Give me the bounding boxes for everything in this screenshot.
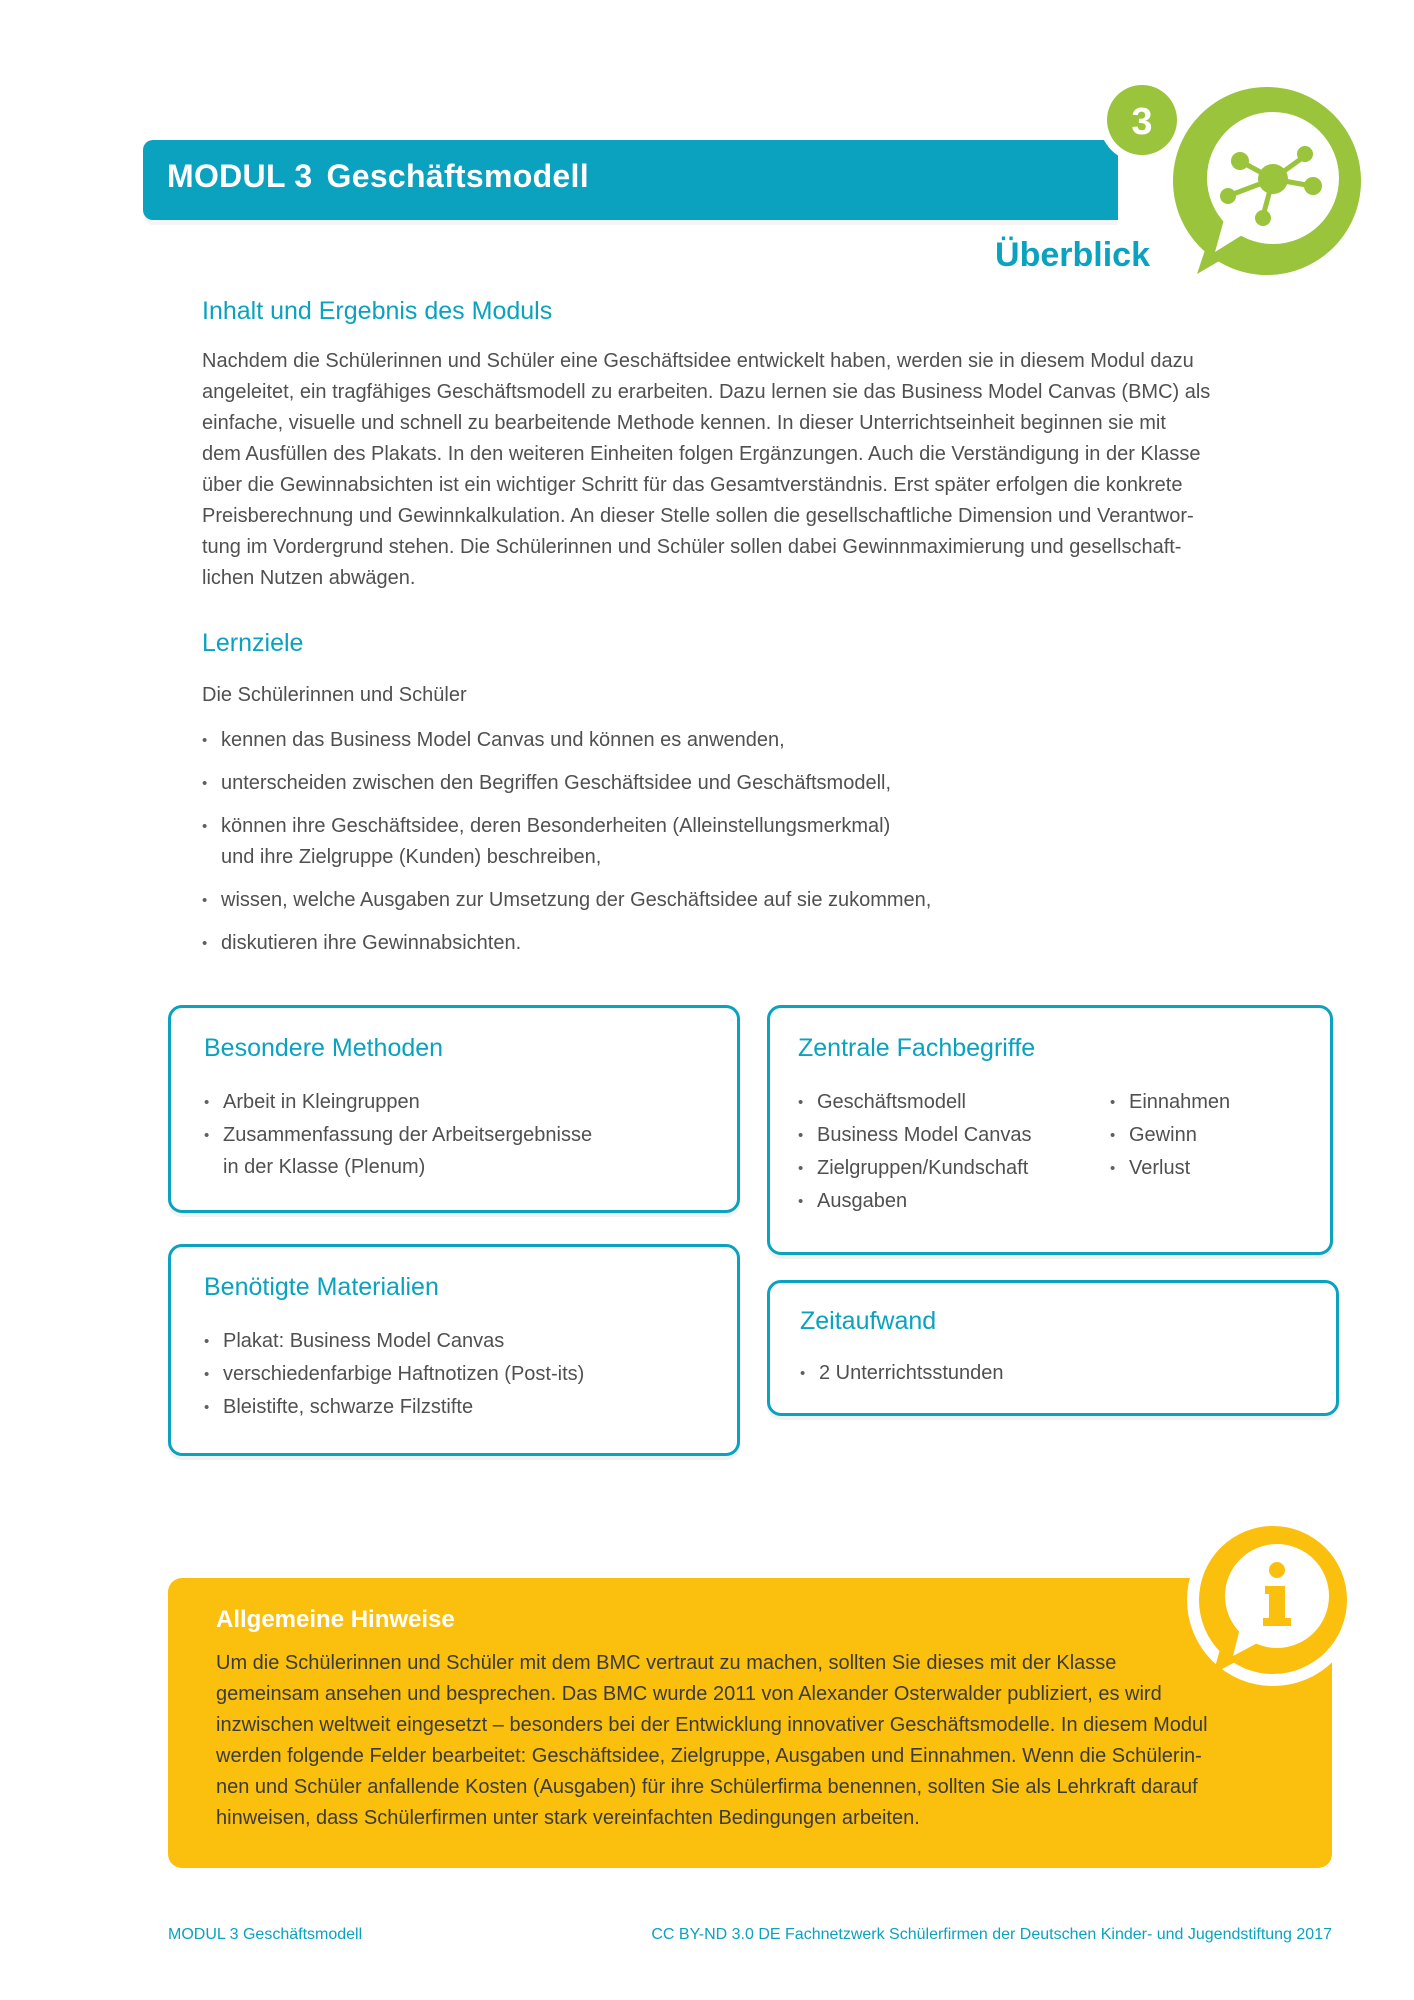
time-heading: Zeitaufwand xyxy=(800,1307,937,1335)
paragraph-line: lichen Nutzen abwägen. xyxy=(202,567,416,589)
methods-heading: Besondere Methoden xyxy=(204,1034,444,1062)
time-box xyxy=(767,1280,1339,1416)
info-icon-wrap xyxy=(1185,1512,1361,1688)
terms-heading: Zentrale Fachbegriffe xyxy=(798,1034,1036,1062)
time-list xyxy=(800,1357,1004,1390)
info-line: gemeinsam ansehen und besprechen. Das BMC wurde 2011 von Alexander Osterwalder publiziert, es wird xyxy=(216,1683,1162,1705)
list-item: • diskutieren ihre Gewinnabsichten. xyxy=(202,928,931,959)
info-line: Um die Schülerinnen und Schüler mit dem BMC vertraut zu machen, sollten Sie dieses mit der Klasse xyxy=(216,1652,1117,1674)
terms-box xyxy=(767,1005,1333,1255)
list-item: • Einnahmen xyxy=(1110,1086,1230,1119)
goals-list xyxy=(202,725,931,971)
methods-box xyxy=(168,1005,740,1213)
list-item-text: können ihre Geschäftsidee, deren Besonderheiten (Alleinstellungsmerkmal) xyxy=(221,815,891,837)
info-heading: Allgemeine Hinweise xyxy=(216,1606,455,1633)
paragraph-line: Nachdem die Schülerinnen und Schüler eine Geschäftsidee entwickelt haben, werden sie in diesem Modul dazu xyxy=(202,350,1194,372)
footer-left: MODUL 3 Geschäftsmodell xyxy=(168,1926,363,1943)
list-item: • kennen das Business Model Canvas und können es anwenden, xyxy=(202,725,931,756)
info-text xyxy=(216,1648,1208,1834)
goals-heading: Lernziele xyxy=(202,629,304,657)
list-item xyxy=(202,811,931,873)
paragraph-line: angeleitet, ein tragfähiges Geschäftsmodell zu erarbeiten. Dazu lernen sie das Business Model Canvas (BMC) als xyxy=(202,381,1211,403)
info-line: werden folgende Felder bearbeitet: Geschäftsidee, Zielgruppe, Ausgaben und Einnahmen. Wenn die Schülerin- xyxy=(216,1745,1202,1767)
list-item: • Bleistifte, schwarze Filzstifte xyxy=(204,1391,584,1424)
module-label: MODUL 3 xyxy=(167,158,313,194)
module-title-text: Geschäftsmodell xyxy=(326,158,589,194)
info-box xyxy=(168,1578,1332,1868)
info-speech-bubble-icon xyxy=(1185,1512,1361,1688)
materials-box xyxy=(168,1244,740,1456)
list-item: • Geschäftsmodell xyxy=(798,1086,1032,1119)
list-item: • Business Model Canvas xyxy=(798,1119,1032,1152)
paragraph-line: Preisberechnung und Gewinnkalkulation. An dieser Stelle sollen die gesellschaftliche Dimension und Verantwor- xyxy=(202,505,1194,527)
module-title xyxy=(167,158,589,195)
list-item: • Verlust xyxy=(1110,1152,1230,1185)
list-item: • Zielgruppen/Kundschaft xyxy=(798,1152,1032,1185)
info-line: hinweisen, dass Schülerfirmen unter stark vereinfachten Bedingungen arbeiten. xyxy=(216,1807,920,1829)
list-item: • Ausgaben xyxy=(798,1185,1032,1218)
terms-list-col2 xyxy=(1110,1086,1230,1185)
goals-intro: Die Schülerinnen und Schüler xyxy=(202,684,467,706)
materials-heading: Benötigte Materialien xyxy=(204,1273,439,1301)
list-item: in der Klasse (Plenum) xyxy=(223,1156,426,1178)
content-heading: Inhalt und Ergebnis des Moduls xyxy=(202,297,553,325)
paragraph-line: über die Gewinnabsichten ist ein wichtiger Schritt für das Gesamtverständnis. Erst später erfolgen die konkrete xyxy=(202,474,1183,496)
methods-list xyxy=(204,1086,592,1182)
list-item: • unterscheiden zwischen den Begriffen Geschäftsidee und Geschäftsmodell, xyxy=(202,768,931,799)
list-item: • Arbeit in Kleingruppen xyxy=(204,1086,592,1119)
terms-list-col1 xyxy=(798,1086,1032,1218)
list-item: • Gewinn xyxy=(1110,1119,1230,1152)
page-subtitle: Überblick xyxy=(995,236,1150,274)
paragraph-line: einfache, visuelle und schnell zu bearbeitende Methode kennen. In dieser Unterrichtseinheit beginnen sie mit xyxy=(202,412,1166,434)
info-line: inzwischen weltweit eingesetzt – besonders bei der Entwicklung innovativer Geschäftsmodelle. In diesem Modul xyxy=(216,1714,1208,1736)
module-number-badge: 3 xyxy=(1131,101,1153,143)
list-item: • wissen, welche Ausgaben zur Umsetzung der Geschäftsidee auf sie zukommen, xyxy=(202,885,931,916)
list-item-text: und ihre Zielgruppe (Kunden) beschreiben, xyxy=(221,846,602,868)
materials-list xyxy=(204,1325,584,1424)
list-item: • 2 Unterrichtsstunden xyxy=(800,1357,1004,1390)
list-item: • Zusammenfassung der Arbeitsergebnisse xyxy=(204,1119,592,1152)
list-item: • Plakat: Business Model Canvas xyxy=(204,1325,584,1358)
content-paragraph xyxy=(202,346,1277,594)
paragraph-line: dem Ausfüllen des Plakats. In den weiteren Einheiten folgen Ergänzungen. Auch die Verständigung in der Klasse xyxy=(202,443,1201,465)
footer-right: CC BY-ND 3.0 DE Fachnetzwerk Schülerfirmen der Deutschen Kinder- und Jugendstiftung 2017 xyxy=(651,1926,1332,1943)
paragraph-line: tung im Vordergrund stehen. Die Schülerinnen und Schüler sollen dabei Gewinnmaximierung und gesellschaft- xyxy=(202,536,1182,558)
list-item: • verschiedenfarbige Haftnotizen (Post-its) xyxy=(204,1358,584,1391)
info-line: nen und Schüler anfallende Kosten (Ausgaben) für ihre Schülerfirma benennen, sollten Sie als Lehrkraft darauf xyxy=(216,1776,1198,1798)
